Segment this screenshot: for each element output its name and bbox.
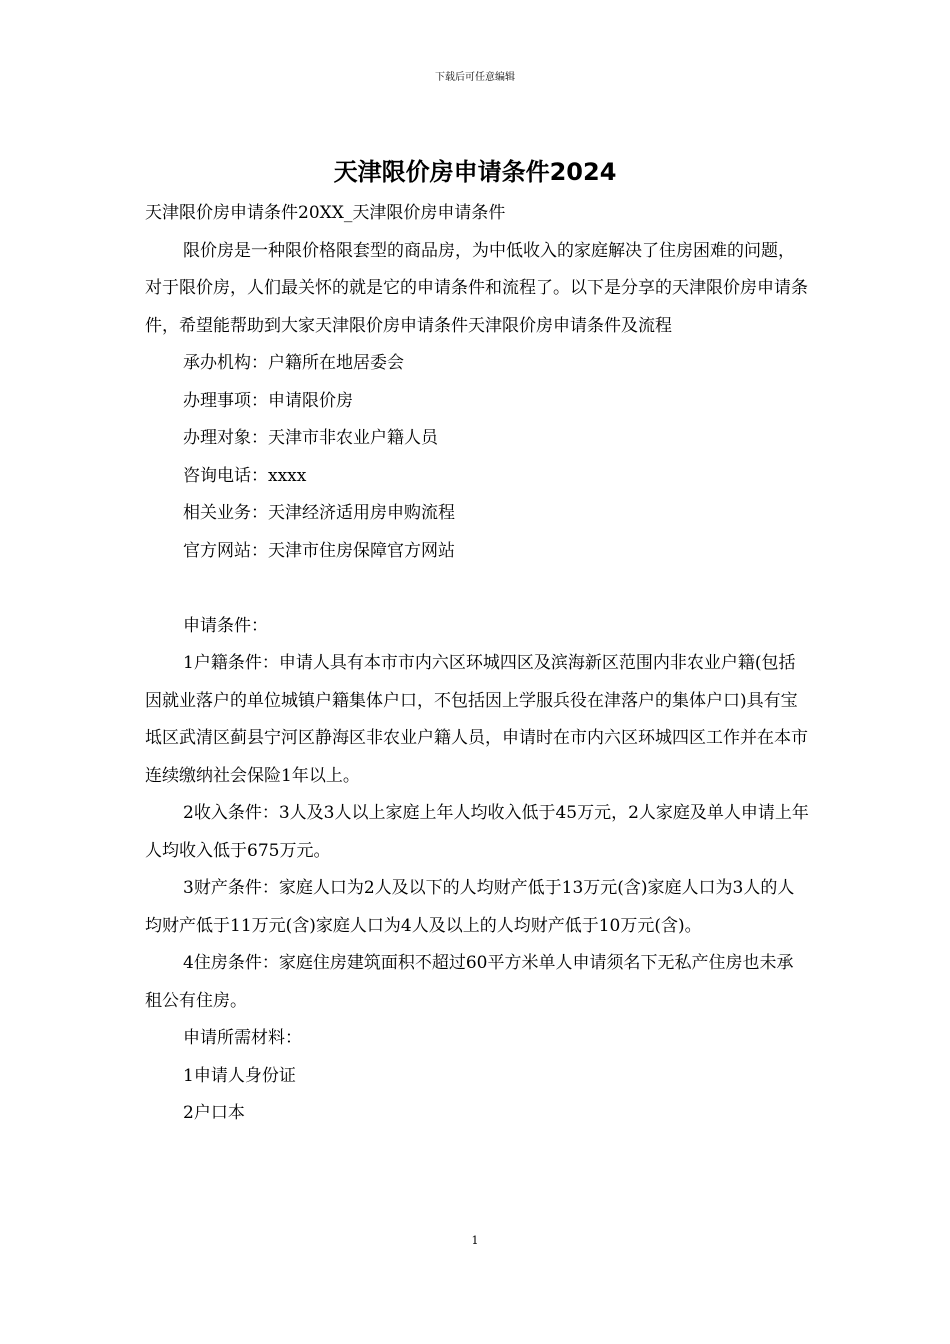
info-item-related: 相关业务：天津经济适用房申购流程 [183,503,455,523]
material-item-hukou: 2户口本 [183,1103,245,1123]
condition-housing: 4住房条件：家庭住房建筑面积不超过60平方米单人申请须名下无私产住房也未承租公有住房。 [145,953,794,1011]
condition-property: 3财产条件：家庭人口为2人及以下的人均财产低于13万元(含)家庭人口为3人的人均财产低于11万元(含)家庭人口为4人及以上的人均财产低于10万元(含)。 [145,878,795,936]
blank-line [145,570,810,608]
materials-heading: 申请所需材料： [183,1028,302,1048]
document-title: 天津限价房申请条件2024 [333,158,617,186]
info-item-website: 官方网站：天津市住房保障官方网站 [183,540,455,561]
intro-paragraph: 限价房是一种限价格限套型的商品房，为中低收入的家庭解决了住房困难的问题，对于限价房，人们最关怀的就是它的申请条件和流程了。以下是分享的天津限价房申请条件，希望能帮助到大家天津限价房申请条件天津限价房申请条件及流程 [145,240,808,336]
info-item-phone: 咨询电话：xxxx [183,465,307,486]
info-item-target: 办理对象：天津市非农业户籍人员 [183,428,438,448]
document-subtitle: 天津限价房申请条件20XX_天津限价房申请条件 [145,203,506,223]
condition-household: 1户籍条件：申请人具有本市市内六区环城四区及滨海新区范围内非农业户籍(包括因就业落户的单位城镇户籍集体户口，不包括因上学服兵役在津落户的集体户口)具有宝坻区武清区蓟县宁河区静海区非农业户籍人员，申请时在市内六区环城四区工作并在本市连续缴纳社会保险1年以上。 [145,653,808,786]
material-item-id-card: 1申请人身份证 [183,1065,296,1086]
header-note: 下载后可任意编辑 [435,72,515,83]
info-item-matter: 办理事项：申请限价房 [183,390,353,411]
info-item-agency: 承办机构：户籍所在地居委会 [183,353,404,373]
page-number: 1 [471,1234,479,1247]
document-body [145,195,810,1133]
condition-income: 2收入条件：3人及3人以上家庭上年人均收入低于45万元，2人家庭及单人申请上年人均收入低于675万元。 [145,803,809,861]
conditions-heading: 申请条件： [183,615,268,636]
